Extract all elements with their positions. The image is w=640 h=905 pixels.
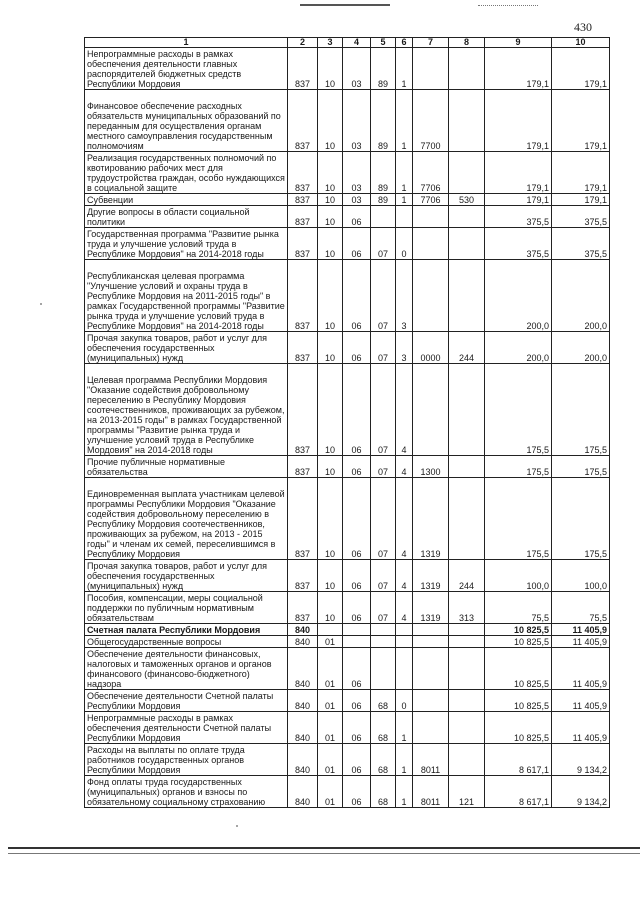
row-section: 10 [318, 206, 343, 228]
col-header: 5 [371, 38, 396, 48]
row-amount-2: 11 405,9 [552, 636, 610, 648]
row-amount-1: 179,1 [485, 48, 552, 90]
row-section: 01 [318, 712, 343, 744]
row-amount-2: 11 405,9 [552, 648, 610, 690]
row-target [413, 48, 449, 90]
row-amount-1: 375,5 [485, 228, 552, 260]
row-subprogram: 0 [396, 690, 413, 712]
table-row [85, 260, 610, 332]
row-amount-2: 175,5 [552, 364, 610, 456]
row-chapter: 837 [288, 332, 318, 364]
row-amount-1: 175,5 [485, 364, 552, 456]
row-amount-1: 8 617,1 [485, 776, 552, 808]
row-target [413, 260, 449, 332]
row-subprogram: 4 [396, 592, 413, 624]
row-target: 1300 [413, 456, 449, 478]
scan-artifact-top [300, 4, 390, 6]
table-row [85, 690, 610, 712]
row-program: 68 [371, 690, 396, 712]
table-row [85, 364, 610, 456]
row-name: Пособия, компенсации, меры социальной поддержки по публичным нормативным обязательствам [85, 592, 288, 624]
row-target: 0000 [413, 332, 449, 364]
row-target [413, 206, 449, 228]
row-program: 68 [371, 744, 396, 776]
row-section: 10 [318, 592, 343, 624]
row-section: 01 [318, 690, 343, 712]
table-row [85, 744, 610, 776]
row-subprogram [396, 206, 413, 228]
row-chapter: 837 [288, 152, 318, 194]
row-target [413, 690, 449, 712]
row-subsection: 03 [343, 152, 371, 194]
row-expense-type [449, 478, 485, 560]
row-chapter: 837 [288, 90, 318, 152]
row-subprogram: 4 [396, 364, 413, 456]
row-name: Другие вопросы в области социальной политики [85, 206, 288, 228]
row-expense-type: 313 [449, 592, 485, 624]
row-subsection [343, 624, 371, 636]
row-name: Непрограммные расходы в рамках обеспечения деятельности Счетной палаты Республики Мордовия [85, 712, 288, 744]
row-expense-type [449, 624, 485, 636]
row-amount-1: 179,1 [485, 90, 552, 152]
row-program: 07 [371, 364, 396, 456]
row-section: 10 [318, 228, 343, 260]
row-subsection: 03 [343, 90, 371, 152]
row-subsection: 06 [343, 744, 371, 776]
table-row [85, 152, 610, 194]
row-amount-1: 179,1 [485, 194, 552, 206]
row-program: 07 [371, 478, 396, 560]
row-expense-type: 244 [449, 332, 485, 364]
row-amount-2: 179,1 [552, 90, 610, 152]
table-row [85, 228, 610, 260]
row-section: 01 [318, 776, 343, 808]
row-expense-type [449, 648, 485, 690]
row-expense-type [449, 364, 485, 456]
row-amount-2: 375,5 [552, 206, 610, 228]
row-amount-2: 11 405,9 [552, 624, 610, 636]
row-amount-1: 8 617,1 [485, 744, 552, 776]
row-section: 01 [318, 636, 343, 648]
row-chapter: 840 [288, 636, 318, 648]
row-target [413, 636, 449, 648]
row-name: Непрограммные расходы в рамках обеспечения деятельности главных распорядителей бюджетных средств Республики Мордовия [85, 48, 288, 90]
row-target: 1319 [413, 560, 449, 592]
table-row [85, 332, 610, 364]
row-expense-type [449, 690, 485, 712]
row-subprogram: 3 [396, 260, 413, 332]
row-program: 89 [371, 152, 396, 194]
row-name: Обеспечение деятельности Счетной палаты Республики Мордовия [85, 690, 288, 712]
row-chapter: 840 [288, 690, 318, 712]
row-name: Единовременная выплата участникам целевой программы Республики Мордовия "Оказание содействия добровольному переселению в Республику Мордовия соотечественников, проживающих за рубежом, на 2013 - 2015 годы" и членам их семей, переселившимся в Республику Мордовия [85, 478, 288, 560]
row-subprogram [396, 636, 413, 648]
row-subsection: 06 [343, 560, 371, 592]
row-name: Прочая закупка товаров, работ и услуг для обеспечения государственных (муниципальных) нужд [85, 560, 288, 592]
row-program: 07 [371, 456, 396, 478]
row-program: 07 [371, 228, 396, 260]
row-amount-1: 10 825,5 [485, 636, 552, 648]
row-subprogram: 4 [396, 456, 413, 478]
row-name: Прочая закупка товаров, работ и услуг для обеспечения государственных (муниципальных) нужд [85, 332, 288, 364]
row-subprogram: 1 [396, 744, 413, 776]
row-amount-1: 10 825,5 [485, 712, 552, 744]
row-amount-2: 9 134,2 [552, 776, 610, 808]
row-expense-type [449, 206, 485, 228]
row-amount-2: 11 405,9 [552, 712, 610, 744]
row-program [371, 648, 396, 690]
row-chapter: 837 [288, 364, 318, 456]
row-subprogram [396, 624, 413, 636]
row-amount-1: 75,5 [485, 592, 552, 624]
row-subsection [343, 636, 371, 648]
row-target: 1319 [413, 478, 449, 560]
row-expense-type [449, 456, 485, 478]
row-program: 07 [371, 260, 396, 332]
budget-table [84, 37, 610, 808]
table-row [85, 592, 610, 624]
row-expense-type [449, 636, 485, 648]
row-section: 10 [318, 194, 343, 206]
row-expense-type [449, 48, 485, 90]
row-amount-1: 10 825,5 [485, 690, 552, 712]
row-chapter: 840 [288, 712, 318, 744]
row-expense-type [449, 152, 485, 194]
row-section: 10 [318, 478, 343, 560]
row-subsection: 06 [343, 712, 371, 744]
scan-speck [236, 825, 238, 827]
row-subprogram: 1 [396, 152, 413, 194]
row-program: 89 [371, 90, 396, 152]
row-section: 10 [318, 456, 343, 478]
row-target [413, 364, 449, 456]
scan-artifact-bottom [8, 847, 640, 849]
row-amount-2: 75,5 [552, 592, 610, 624]
row-chapter: 837 [288, 592, 318, 624]
row-chapter: 840 [288, 648, 318, 690]
row-expense-type [449, 712, 485, 744]
row-target: 8011 [413, 744, 449, 776]
row-program: 07 [371, 592, 396, 624]
row-subprogram: 1 [396, 712, 413, 744]
row-subsection: 03 [343, 48, 371, 90]
scan-artifact-top-dots [478, 5, 538, 7]
row-subprogram: 1 [396, 48, 413, 90]
row-name: Прочие публичные нормативные обязательства [85, 456, 288, 478]
scan-speck [40, 303, 42, 305]
row-amount-1: 175,5 [485, 478, 552, 560]
row-name: Счетная палата Республики Мордовия [85, 624, 288, 636]
row-section [318, 624, 343, 636]
table-row [85, 48, 610, 90]
table-row [85, 624, 610, 636]
row-target [413, 648, 449, 690]
row-section: 10 [318, 152, 343, 194]
row-program: 89 [371, 194, 396, 206]
table-row [85, 194, 610, 206]
row-amount-1: 375,5 [485, 206, 552, 228]
row-subprogram: 1 [396, 194, 413, 206]
col-header: 8 [449, 38, 485, 48]
row-section: 10 [318, 260, 343, 332]
col-header: 2 [288, 38, 318, 48]
row-program: 68 [371, 712, 396, 744]
row-program [371, 636, 396, 648]
row-amount-2: 200,0 [552, 332, 610, 364]
row-subsection: 03 [343, 194, 371, 206]
row-chapter: 837 [288, 560, 318, 592]
row-expense-type: 530 [449, 194, 485, 206]
row-amount-1: 200,0 [485, 332, 552, 364]
row-amount-2: 200,0 [552, 260, 610, 332]
row-name: Реализация государственных полномочий по квотированию рабочих мест для трудоустройства граждан, особо нуждающихся в социальной защите [85, 152, 288, 194]
row-name: Обеспечение деятельности финансовых, налоговых и таможенных органов и органов финансового (финансово-бюджетного) надзора [85, 648, 288, 690]
row-name: Фонд оплаты труда государственных (муниципальных) органов и взносы по обязательному социальному страхованию [85, 776, 288, 808]
row-program: 89 [371, 48, 396, 90]
table-row [85, 478, 610, 560]
col-header: 10 [552, 38, 610, 48]
row-name: Государственная программа "Развитие рынка труда и улучшение условий труда в Республике Мордовия" на 2014-2018 годы [85, 228, 288, 260]
row-name: Субвенции [85, 194, 288, 206]
row-subsection: 06 [343, 364, 371, 456]
row-target [413, 228, 449, 260]
row-target: 7706 [413, 152, 449, 194]
row-subprogram: 0 [396, 228, 413, 260]
scan-artifact-bottom-thin [8, 853, 640, 854]
row-subsection: 06 [343, 690, 371, 712]
table-row [85, 636, 610, 648]
row-subprogram: 3 [396, 332, 413, 364]
row-chapter: 837 [288, 48, 318, 90]
row-amount-1: 10 825,5 [485, 624, 552, 636]
row-expense-type: 244 [449, 560, 485, 592]
col-header: 1 [85, 38, 288, 48]
row-chapter: 837 [288, 260, 318, 332]
row-chapter: 837 [288, 228, 318, 260]
row-expense-type [449, 90, 485, 152]
row-expense-type: 121 [449, 776, 485, 808]
row-amount-2: 179,1 [552, 152, 610, 194]
row-program [371, 624, 396, 636]
row-name: Целевая программа Республики Мордовия "Оказание содействия добровольному переселению в Республику Мордовия соотечественников, проживающих за рубежом, на 2013-2015 годы" в рамках Государственной программы "Развитие рынка труда и улучшение условий труда в Республике Мордовия" на 2014-2018 годы [85, 364, 288, 456]
row-subsection: 06 [343, 206, 371, 228]
row-amount-2: 9 134,2 [552, 744, 610, 776]
row-target: 7706 [413, 194, 449, 206]
col-header: 3 [318, 38, 343, 48]
row-amount-2: 175,5 [552, 478, 610, 560]
row-section: 10 [318, 48, 343, 90]
row-subsection: 06 [343, 648, 371, 690]
row-section: 10 [318, 90, 343, 152]
row-amount-1: 175,5 [485, 456, 552, 478]
row-subsection: 06 [343, 478, 371, 560]
row-section: 10 [318, 560, 343, 592]
row-section: 01 [318, 648, 343, 690]
col-header: 4 [343, 38, 371, 48]
row-subsection: 06 [343, 228, 371, 260]
row-subprogram: 4 [396, 478, 413, 560]
row-expense-type [449, 228, 485, 260]
row-section: 10 [318, 332, 343, 364]
row-name: Финансовое обеспечение расходных обязательств муниципальных образований по переданным для осуществления органам местного самоуправления государственным полномочиям [85, 90, 288, 152]
row-subprogram [396, 648, 413, 690]
row-amount-2: 375,5 [552, 228, 610, 260]
row-amount-2: 179,1 [552, 194, 610, 206]
row-subsection: 06 [343, 776, 371, 808]
row-amount-1: 100,0 [485, 560, 552, 592]
table-row [85, 456, 610, 478]
row-subsection: 06 [343, 592, 371, 624]
row-target [413, 712, 449, 744]
table-body [85, 48, 610, 808]
col-header: 9 [485, 38, 552, 48]
row-target: 1319 [413, 592, 449, 624]
row-chapter: 840 [288, 744, 318, 776]
row-chapter: 840 [288, 776, 318, 808]
row-program: 07 [371, 332, 396, 364]
row-chapter: 837 [288, 478, 318, 560]
row-amount-2: 179,1 [552, 48, 610, 90]
row-target [413, 624, 449, 636]
row-amount-1: 179,1 [485, 152, 552, 194]
row-name: Расходы на выплаты по оплате труда работников государственных органов Республики Мордовия [85, 744, 288, 776]
row-section: 01 [318, 744, 343, 776]
row-program: 68 [371, 776, 396, 808]
table-row [85, 560, 610, 592]
row-amount-2: 100,0 [552, 560, 610, 592]
row-subsection: 06 [343, 456, 371, 478]
row-subprogram: 1 [396, 90, 413, 152]
row-expense-type [449, 744, 485, 776]
row-expense-type [449, 260, 485, 332]
row-chapter: 840 [288, 624, 318, 636]
table-row [85, 776, 610, 808]
row-name: Общегосударственные вопросы [85, 636, 288, 648]
row-subprogram: 4 [396, 560, 413, 592]
header-row [85, 38, 610, 48]
row-amount-1: 200,0 [485, 260, 552, 332]
table-row [85, 90, 610, 152]
row-amount-2: 175,5 [552, 456, 610, 478]
row-subsection: 06 [343, 260, 371, 332]
table-row [85, 648, 610, 690]
row-chapter: 837 [288, 194, 318, 206]
row-section: 10 [318, 364, 343, 456]
row-chapter: 837 [288, 206, 318, 228]
col-header: 6 [396, 38, 413, 48]
row-name: Республиканская целевая программа "Улучшение условий и охраны труда в Республике Мордовия на 2011-2015 годы" в рамках Государственной программы "Развитие рынка труда и улучшение условий труда в Республике Мордовия" на 2014-2018 годы [85, 260, 288, 332]
row-subprogram: 1 [396, 776, 413, 808]
row-target: 7700 [413, 90, 449, 152]
row-program: 07 [371, 560, 396, 592]
row-subsection: 06 [343, 332, 371, 364]
row-program [371, 206, 396, 228]
col-header: 7 [413, 38, 449, 48]
row-target: 8011 [413, 776, 449, 808]
row-amount-2: 11 405,9 [552, 690, 610, 712]
table-row [85, 712, 610, 744]
page-number: 430 [574, 20, 592, 34]
table-row [85, 206, 610, 228]
row-chapter: 837 [288, 456, 318, 478]
row-amount-1: 10 825,5 [485, 648, 552, 690]
